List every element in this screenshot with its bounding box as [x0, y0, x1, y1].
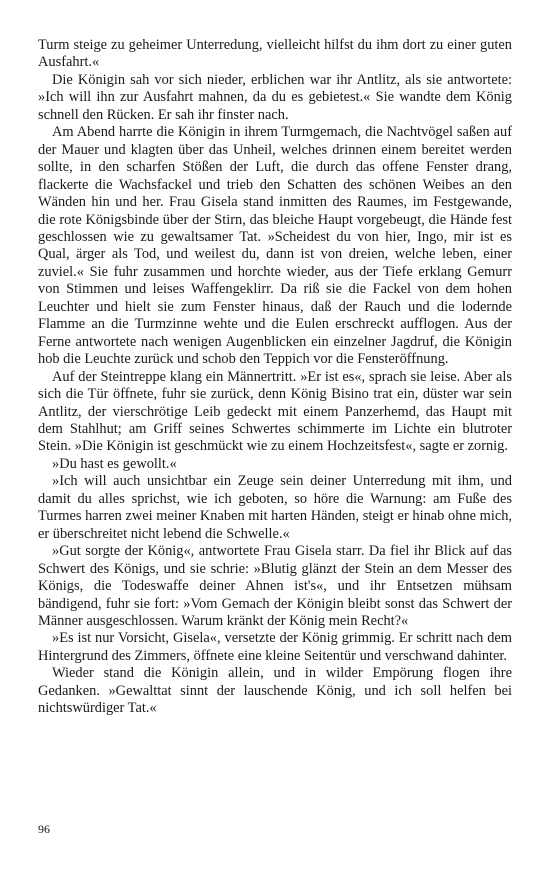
paragraph: »Gut sorgte der König«, antwortete Frau Gisela starr. Da fiel ihr Blick auf das Schwert des Königs, und sie schrie: »Blutig glänzt der Stein an dem Messer des Königs, die Todeswaffe deiner Ahnen ist's«, und ihr Entsetzen mühsam bändigend, fuhr sie fort: »Vom Gemach der Königin bleibt sonst das Schwert der Männer ausgeschlossen. Warum kränkt der König mein Recht?«	[38, 543, 512, 629]
paragraph: Wieder stand die Königin allein, und in wilder Empörung flogen ihre Gedanken. »Gewalttat sinnt der lauschende König, und ich soll helfen bei nichtswürdiger Tat.«	[38, 665, 512, 717]
paragraph: Am Abend harrte die Königin in ihrem Turmgemach, die Nachtvögel saßen auf der Mauer und klagten über das Unheil, welches drinnen einem bereitet werden sollte, in den scharfen Stößen der Luft, die durch das offene Fenster drang, flackerte die Wachsfackel und trieb den Schatten des schönen Weibes an den Wänden hin und her. Frau Gisela stand inmitten des Raumes, im Festgewande, die rote Königsbinde über der Stirn, das bleiche Haupt vorgebeugt, die Hände fest geschlossen wie zu gewaltsamer Tat. »Scheidest du von hier, Ingo, mir ist es Qual, ärger als Tod, und weilest du, dann ist von dreien, welche leben, einer zuviel.« Sie fuhr zusammen und horchte wieder, aus der Tiefe erklang Gemurr von Stimmen und leises Waffengeklirr. Da riß sie die Fackel von dem hohen Leuchter und hielt sie zum Fenster hinaus, daß der Rauch und die lodernde Flamme an die Turmzinne wehte und die Eulen erschreckt aufflogen. Aus der Ferne antwortete nach wenigen Augenblicken ein einzelner Jagdruf, die Königin hob die Leuchte zurück und schob den Teppich vor die Fensteröffnung.	[38, 124, 512, 368]
paragraph: Die Königin sah vor sich nieder, erblichen war ihr Antlitz, als sie antwortete: »Ich will ihn zur Ausfahrt mahnen, da du es gebietest.« Sie wandte dem König schnell den Rücken. Er sah ihr finster nach.	[38, 71, 512, 123]
paragraph: Auf der Steintreppe klang ein Männertritt. »Er ist es«, sprach sie leise. Aber als sich die Tür öffnete, fuhr sie zurück, denn König Bisino trat ein, düster war sein Antlitz, der vierschrötige Leib gedeckt mit einem Panzerhemd, das Haupt mit dem Stahlhut; am Griff seines Schwertes schimmerte im Lichte ein blutroter Stein. »Die Königin ist geschmückt wie zu einem Hochzeitsfest«, sagte er zornig.	[38, 368, 512, 455]
book-page	[38, 37, 512, 718]
paragraph: »Ich will auch unsichtbar ein Zeuge sein deiner Unterredung mit ihm, und damit du alles sprichst, wie ich geboten, so höre die Warnung: am Fuße des Turmes harren zwei meiner Knaben mit harten Händen, steigt er hinab ohne mich, er überschreitet nicht lebend die Schwelle.«	[38, 473, 512, 542]
paragraph: »Du hast es gewollt.«	[52, 455, 177, 472]
paragraph: »Es ist nur Vorsicht, Gisela«, versetzte der König grimmig. Er schritt nach dem Hintergrund des Zimmers, öffnete eine kleine Seitentür und verschwand dahinter.	[38, 630, 512, 664]
page-number: 96	[38, 822, 50, 836]
paragraph: Turm steige zu geheimer Unterredung, vielleicht hilfst du ihm dort zu einer guten Ausfahrt.«	[38, 37, 512, 71]
